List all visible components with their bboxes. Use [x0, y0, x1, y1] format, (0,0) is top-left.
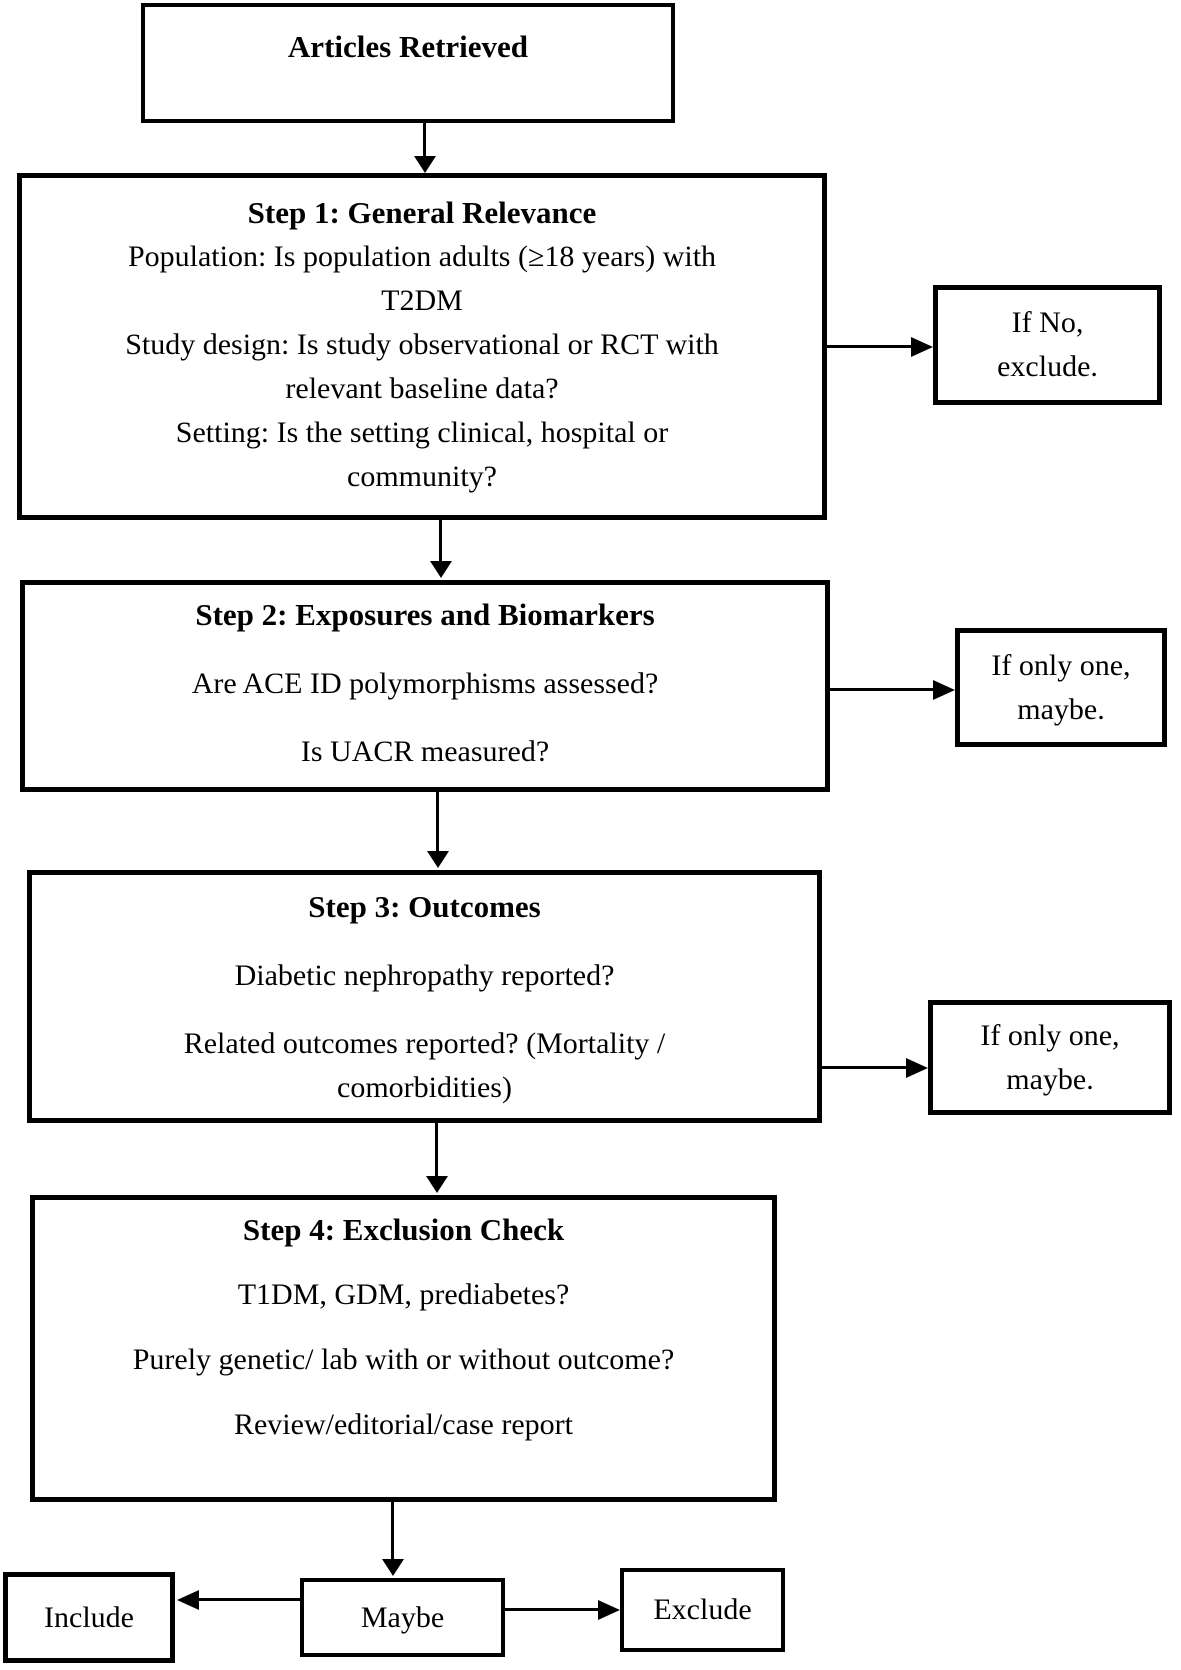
node-exclude	[620, 1568, 785, 1652]
step2-line: Is UACR measured?	[300, 735, 550, 768]
step1-line: T2DM	[381, 284, 463, 317]
arrow-step1-to-if-no	[827, 345, 911, 348]
node-step2-exposures-biomarkers	[20, 580, 830, 792]
step1-line: Study design: Is study observational or RCT with	[125, 328, 719, 361]
if-only-one-line: If only one,	[980, 1018, 1120, 1052]
arrow-step2-to-step3	[436, 792, 439, 851]
if-only-one-line: maybe.	[1017, 692, 1105, 726]
arrow-step3-to-step4	[435, 1123, 438, 1176]
arrow-step1-to-step2	[439, 520, 442, 561]
arrow-step4-to-maybe	[391, 1502, 394, 1559]
if-no-line: If No,	[1011, 306, 1084, 339]
arrow-maybe-to-include	[199, 1598, 300, 1601]
node-articles-retrieved	[141, 3, 675, 123]
step2-title: Step 2: Exposures and Biomarkers	[195, 597, 655, 632]
arrow-step2-to-if-only-one	[830, 688, 933, 691]
node-maybe	[300, 1578, 505, 1657]
include-label: Include	[44, 1600, 134, 1634]
node-step1-general-relevance	[17, 173, 827, 520]
step4-title: Step 4: Exclusion Check	[242, 1212, 565, 1247]
step1-line: community?	[347, 460, 497, 493]
if-only-one-line: maybe.	[1006, 1062, 1094, 1096]
step1-title: Step 1: General Relevance	[247, 195, 597, 230]
node-if-only-one-maybe-step3	[928, 1000, 1172, 1115]
node-if-no-exclude	[933, 285, 1162, 405]
step3-line: comorbidities)	[337, 1071, 512, 1104]
arrow-maybe-to-exclude	[505, 1608, 598, 1611]
articles-retrieved-label: Articles Retrieved	[287, 29, 529, 64]
step1-line: Setting: Is the setting clinical, hospital or	[175, 416, 669, 449]
node-include	[3, 1572, 175, 1663]
step3-line: Diabetic nephropathy reported?	[234, 959, 615, 992]
if-only-one-line: If only one,	[991, 648, 1131, 682]
exclude-label: Exclude	[653, 1593, 752, 1626]
step4-line: Purely genetic/ lab with or without outcome?	[132, 1343, 675, 1376]
step4-line: T1DM, GDM, prediabetes?	[237, 1278, 570, 1311]
step4-line: Review/editorial/case report	[233, 1408, 574, 1441]
if-no-line: exclude.	[997, 350, 1098, 383]
step3-line: Related outcomes reported? (Mortality /	[183, 1027, 666, 1060]
step1-line: relevant baseline data?	[285, 372, 559, 405]
node-step3-outcomes	[27, 870, 822, 1123]
arrow-articles-to-step1	[423, 123, 426, 156]
maybe-label: Maybe	[360, 1600, 445, 1634]
step3-title: Step 3: Outcomes	[308, 889, 541, 924]
step2-line: Are ACE ID polymorphisms assessed?	[191, 667, 659, 700]
node-step4-exclusion-check	[30, 1195, 777, 1502]
node-if-only-one-maybe-step2	[955, 628, 1167, 747]
arrow-step3-to-if-only-one	[822, 1066, 906, 1069]
step1-line: Population: Is population adults (≥18 years) with	[127, 240, 717, 273]
